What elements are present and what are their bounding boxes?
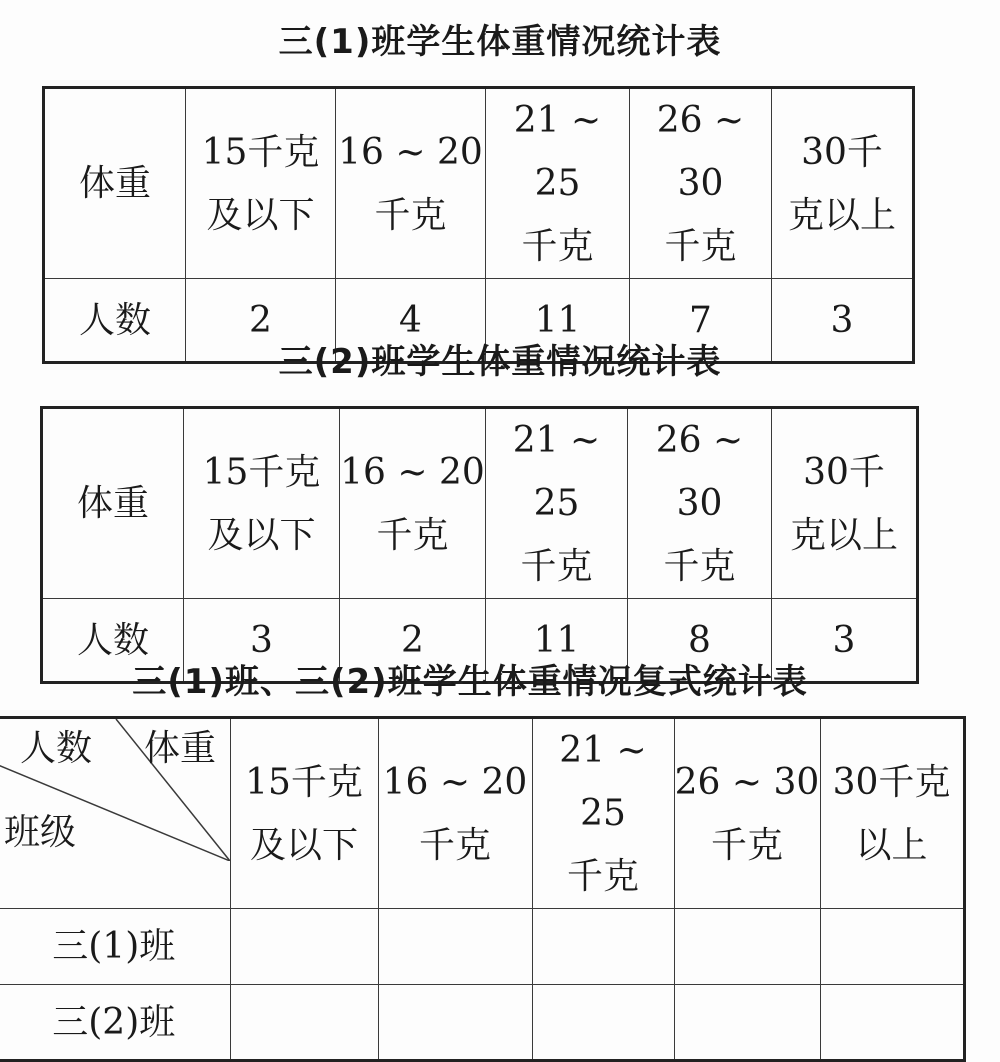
compound-cell bbox=[230, 909, 378, 985]
compound-cell bbox=[674, 909, 820, 985]
table1 bbox=[42, 86, 915, 364]
compound-cell bbox=[378, 985, 532, 1061]
table1-count-0: 2 bbox=[186, 279, 336, 363]
table2-title: 三(2)班学生体重情况统计表 bbox=[278, 342, 722, 382]
table1-count-1: 4 bbox=[336, 279, 486, 363]
compound-cell bbox=[674, 985, 820, 1061]
table1-header-row bbox=[44, 88, 914, 279]
table2-count-2: 11 bbox=[486, 599, 628, 683]
compound-table bbox=[0, 716, 966, 1062]
table1-col-2: 21 ~ 25 千克 bbox=[486, 88, 630, 279]
corner-label-weight: 体重 bbox=[144, 728, 217, 769]
compound-cell bbox=[820, 909, 964, 985]
compound-cell bbox=[532, 985, 674, 1061]
compound-corner-cell bbox=[0, 718, 230, 909]
table1-count-3: 7 bbox=[630, 279, 772, 363]
compound-cell bbox=[378, 909, 532, 985]
corner-label-count: 人数 bbox=[20, 728, 93, 769]
table1-col-4: 30千 克以上 bbox=[772, 88, 914, 279]
table1-count-4: 3 bbox=[772, 279, 914, 363]
corner-label-class: 班级 bbox=[4, 812, 77, 853]
table1-count-2: 11 bbox=[486, 279, 630, 363]
table2-count-3: 8 bbox=[628, 599, 772, 683]
table2-count-0: 3 bbox=[184, 599, 340, 683]
table1-title: 三(1)班学生体重情况统计表 bbox=[278, 22, 722, 62]
compound-col-4: 30千克 以上 bbox=[820, 718, 964, 909]
table2-col-4: 30千 克以上 bbox=[772, 408, 918, 599]
compound-row-label: 三(1)班 bbox=[0, 909, 230, 985]
table1-row-header: 体重 bbox=[44, 88, 186, 279]
compound-cell bbox=[532, 909, 674, 985]
compound-col-1: 16 ~ 20 千克 bbox=[378, 718, 532, 909]
table1-count-header: 人数 bbox=[44, 279, 186, 363]
compound-cell bbox=[230, 985, 378, 1061]
compound-row-label: 三(2)班 bbox=[0, 985, 230, 1061]
table2-count-1: 2 bbox=[340, 599, 486, 683]
table2-count-4: 3 bbox=[772, 599, 918, 683]
compound-col-0: 15千克 及以下 bbox=[230, 718, 378, 909]
table2 bbox=[40, 406, 919, 684]
table2-col-1: 16 ~ 20 千克 bbox=[340, 408, 486, 599]
table1-col-1: 16 ~ 20 千克 bbox=[336, 88, 486, 279]
table1-col-0: 15千克 及以下 bbox=[186, 88, 336, 279]
compound-row-class2 bbox=[0, 985, 964, 1061]
table2-col-3: 26 ~ 30 千克 bbox=[628, 408, 772, 599]
compound-col-3: 26 ~ 30 千克 bbox=[674, 718, 820, 909]
table2-header-row bbox=[42, 408, 918, 599]
table2-row-header: 体重 bbox=[42, 408, 184, 599]
table2-col-0: 15千克 及以下 bbox=[184, 408, 340, 599]
compound-col-2: 21 ~ 25 千克 bbox=[532, 718, 674, 909]
table1-col-3: 26 ~ 30 千克 bbox=[630, 88, 772, 279]
table2-count-header: 人数 bbox=[42, 599, 184, 683]
compound-title: 三(1)班、三(2)班学生体重情况复式统计表 bbox=[132, 662, 808, 702]
table2-col-2: 21 ~ 25 千克 bbox=[486, 408, 628, 599]
compound-header-row bbox=[0, 718, 964, 909]
compound-row-class1 bbox=[0, 909, 964, 985]
compound-cell bbox=[820, 985, 964, 1061]
